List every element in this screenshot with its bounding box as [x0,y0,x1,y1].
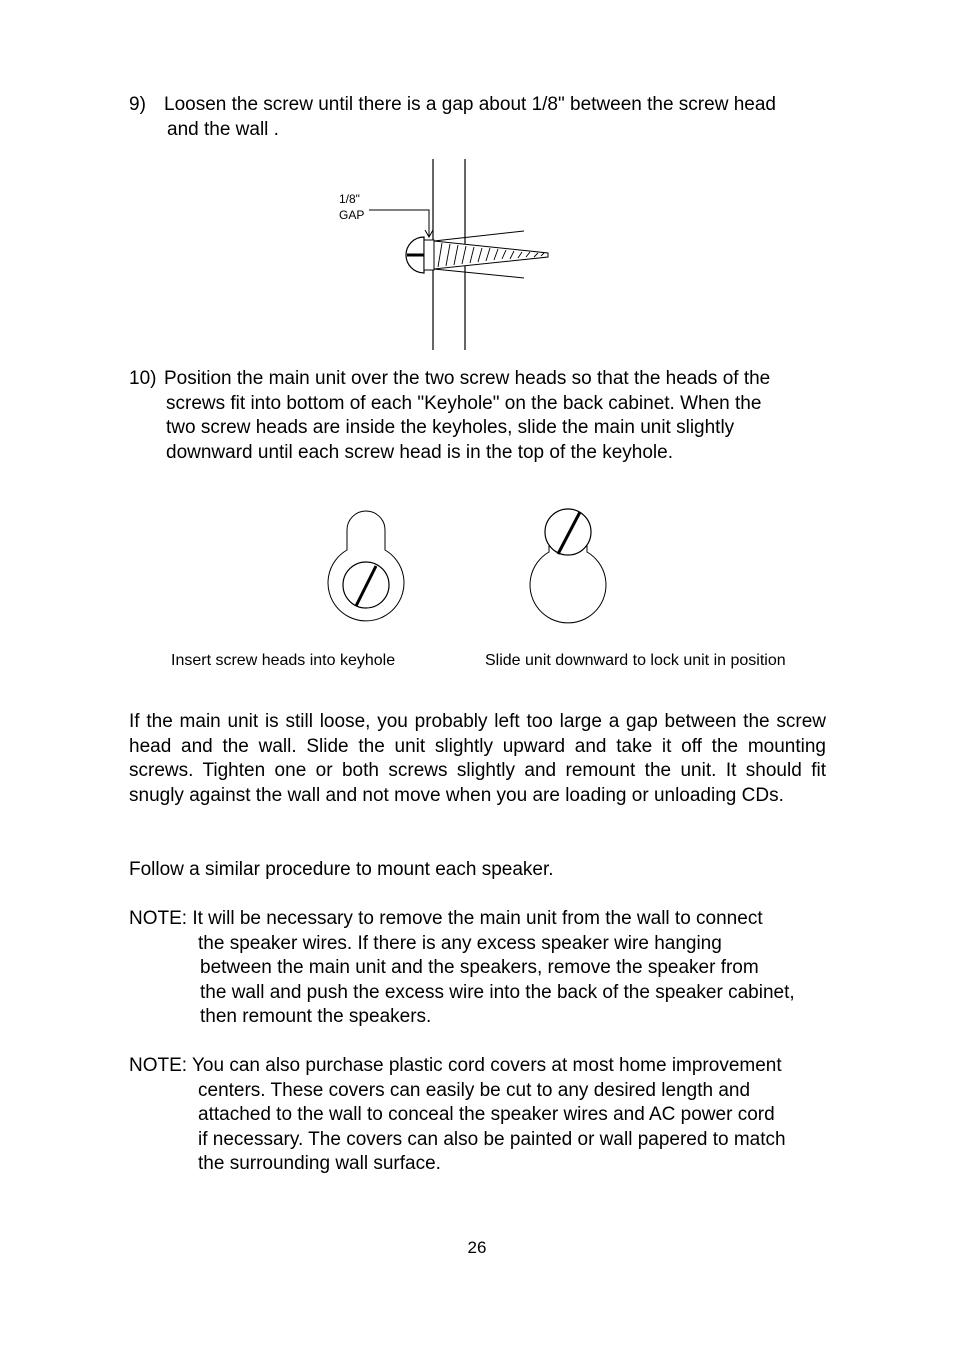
note-remove-unit [129,907,859,1030]
step-10 [129,367,849,465]
screw-shank [434,241,548,269]
step-9-line-1: Loosen the screw until there is a gap about 1/8" between the screw head [164,94,776,115]
anchor-line-bottom [434,269,524,278]
step-number: 10) [129,368,157,389]
note-2-line-4: if necessary. The covers can also be painted or wall papered to match [198,1128,786,1150]
keyhole-lock-diagram [530,509,606,623]
note-2-line-3: attached to the wall to conceal the speaker wires and AC power cord [198,1104,775,1126]
caption-lock: Slide unit downward to lock unit in position [485,652,786,669]
note-cord-covers [129,1054,859,1177]
gap-leader-line [369,210,429,236]
step-10-line-2: screws fit into bottom of each "Keyhole" on the back cabinet. When the [166,392,762,414]
note-1-line-4: the wall and push the excess wire into the back of the speaker cabinet, [200,981,795,1003]
step-10-line-4: downward until each screw head is in the top of the keyhole. [166,441,673,463]
note-1-line-5: then remount the speakers. [200,1006,432,1028]
note-1-line-2: the speaker wires. If there is any excess speaker wire hanging [198,932,722,954]
page-number: 26 [467,1238,487,1257]
gap-label-line-1: 1/8" [339,192,360,206]
caption-insert: Insert screw heads into keyhole [171,652,396,669]
screw-neck [424,240,434,270]
step-10-line-1: Position the main unit over the two screw heads so that the heads of the [164,368,771,389]
gap-label [339,191,364,223]
note-1-line-3: between the main unit and the speakers, remove the speaker from [200,957,759,979]
keyhole-insert-diagram [328,511,404,621]
step-9-line-2: and the wall . [167,118,279,140]
note-2-line-2: centers. These covers can easily be cut to any desired length and [198,1079,751,1101]
step-10-line-3: two screw heads are inside the keyholes, slide the main unit slightly [166,417,735,439]
step-number: 9) [129,94,146,115]
note-1-line-1: NOTE: It will be necessary to remove the main unit from the wall to connect [129,908,763,929]
note-2-line-5: the surrounding wall surface. [198,1153,441,1175]
anchor-line-top [434,231,524,241]
paragraph-loose-unit: If the main unit is still loose, you probably left too large a gap between the screw head and the wall. Slide the unit slightly upward and take it off the mounting screws. Tighten one or both screws slightly and remount the unit. It should fit snugly against the wall and not move when you are loading or unloading CDs. [129,711,826,806]
note-2-line-1: NOTE: You can also purchase plastic cord covers at most home improvement [129,1055,782,1076]
paragraph-speaker: Follow a similar procedure to mount each speaker. [129,859,554,880]
gap-label-line-2: GAP [339,208,365,222]
